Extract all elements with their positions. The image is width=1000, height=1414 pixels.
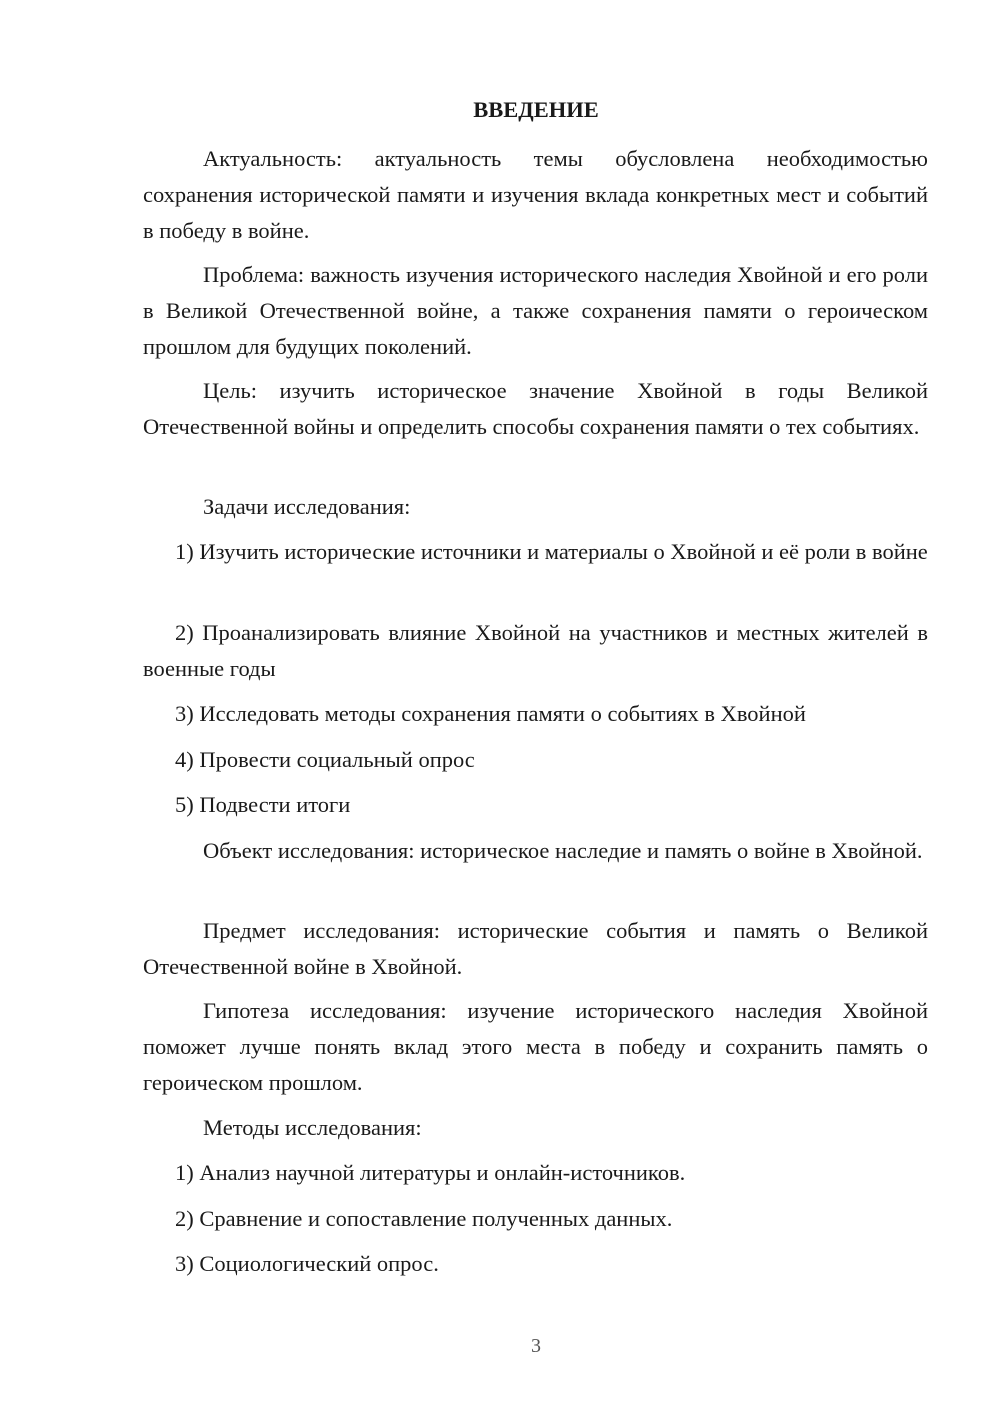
goal-paragraph: Цель: изучить историческое значение Хвойной в годы Великой Отечественной войны и определить способы сохранения памяти о тех событиях. bbox=[143, 378, 928, 439]
section-heading: ВВЕДЕНИЕ bbox=[473, 97, 599, 122]
task-item-5: 5) Подвести итоги bbox=[175, 792, 351, 817]
task-item-3: 3) Исследовать методы сохранения памяти о событиях в Хвойной bbox=[175, 701, 806, 726]
method-item-3: 3) Социологический опрос. bbox=[175, 1251, 439, 1276]
methods-label: Методы исследования: bbox=[203, 1115, 422, 1140]
page-number: 3 bbox=[531, 1335, 541, 1357]
method-item-2: 2) Сравнение и сопоставление полученных данных. bbox=[175, 1206, 673, 1231]
task-item-4: 4) Провести социальный опрос bbox=[175, 747, 475, 772]
subject-paragraph: Предмет исследования: исторические события и память о Великой Отечественной войне в Хвойной. bbox=[143, 918, 928, 979]
object-paragraph: Объект исследования: историческое наследие и память о войне в Хвойной. bbox=[203, 838, 923, 863]
task-item-1: 1) Изучить исторические источники и материалы о Хвойной и её роли в войне bbox=[175, 539, 928, 564]
problem-paragraph: Проблема: важность изучения исторического наследия Хвойной и его роли в Великой Отечественной войне, а также сохранения памяти о героическом прошлом для будущих поколений. bbox=[143, 262, 928, 359]
method-item-1: 1) Анализ научной литературы и онлайн-источников. bbox=[175, 1160, 686, 1185]
tasks-label: Задачи исследования: bbox=[203, 494, 411, 519]
hypothesis-paragraph: Гипотеза исследования: изучение исторического наследия Хвойной поможет лучше понять вклад этого места в победу и сохранить память о героическом прошлом. bbox=[143, 998, 928, 1095]
relevance-paragraph: Актуальность: актуальность темы обусловлена необходимостью сохранения исторической памяти и изучения вклада конкретных мест и событий в победу в войне. bbox=[143, 146, 928, 243]
task-item-2: 2) Проанализировать влияние Хвойной на участников и местных жителей в военные годы bbox=[143, 620, 928, 681]
